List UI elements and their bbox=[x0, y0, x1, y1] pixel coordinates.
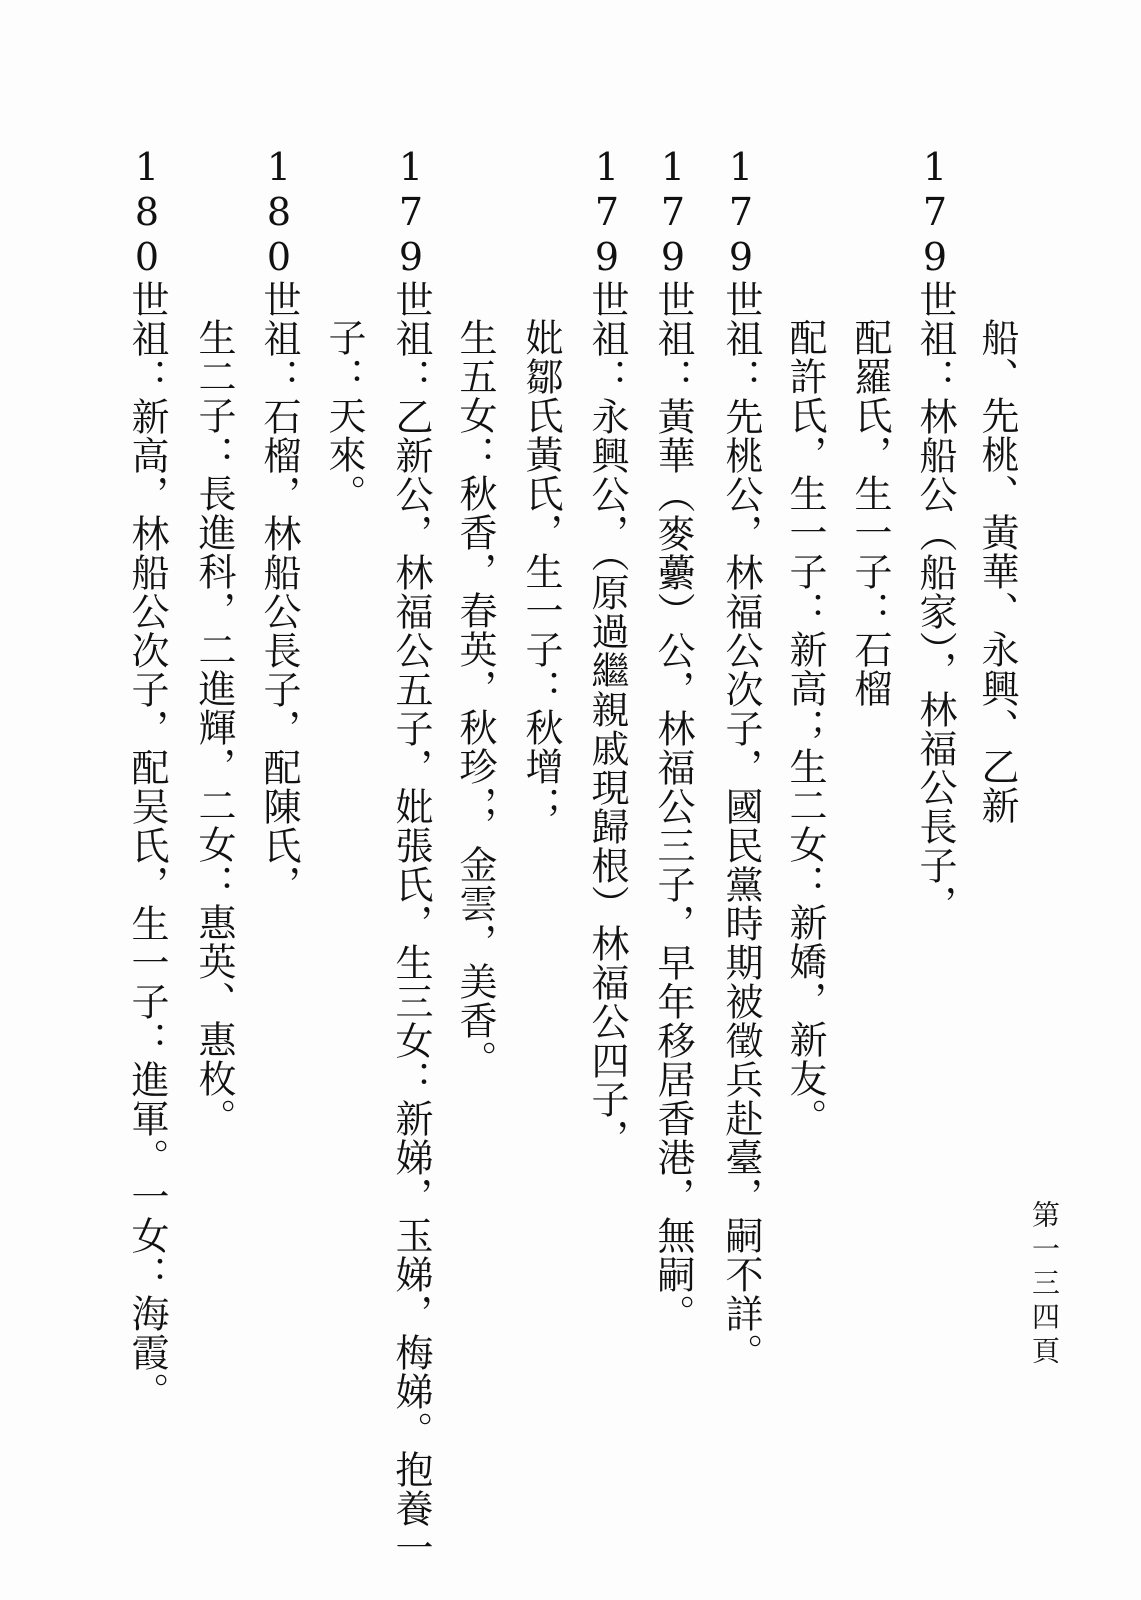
text-column-9: 生五女：秋香，春英，秋珍，，金雲，美香。 bbox=[453, 318, 497, 1079]
text-column-14: 180世祖：新高，林船公次子，配吴氏，生一子：進軍。一女：海霞。 bbox=[125, 145, 169, 1411]
text-column-13: 生二子：長進科，二進輝，二女：惠英、惠枚。 bbox=[192, 318, 236, 1137]
text-column-6: 179世祖：黃華（麥虆）公，林福公三子，早年移居香港，無嗣。 bbox=[651, 145, 695, 1333]
text-column-11: 子：天來。 bbox=[322, 318, 366, 513]
text-column-3: 配羅氏，生一子：石榴 bbox=[848, 318, 892, 708]
text-column-2: 179世祖：林船公（船家），林福公長子， bbox=[913, 145, 957, 924]
text-column-8: 妣鄒氏黃氏，生一子：秋增； bbox=[519, 318, 563, 825]
page-number: 第一三四頁 bbox=[1028, 1200, 1061, 1370]
text-column-7: 179世祖：永興公，（原過繼親戚現歸根）林福公四子， bbox=[585, 145, 629, 1158]
text-column-10: 179世祖：乙新公，林福公五子，妣張氏，生三女：新娣，玉娣，梅娣。抱養一 bbox=[389, 145, 433, 1567]
text-column-12: 180世祖：石榴，林船公長子，配陳氏， bbox=[257, 145, 301, 904]
text-column-5: 179世祖：先桃公，林福公次子，國民黨時期被徵兵赴臺，嗣不詳。 bbox=[719, 145, 763, 1372]
text-column-1: 船、先桃、黃華、永興、乙新 bbox=[975, 318, 1019, 825]
text-column-4: 配許氏，生一子：新高；生二女：新嬌，新友。 bbox=[783, 318, 827, 1137]
